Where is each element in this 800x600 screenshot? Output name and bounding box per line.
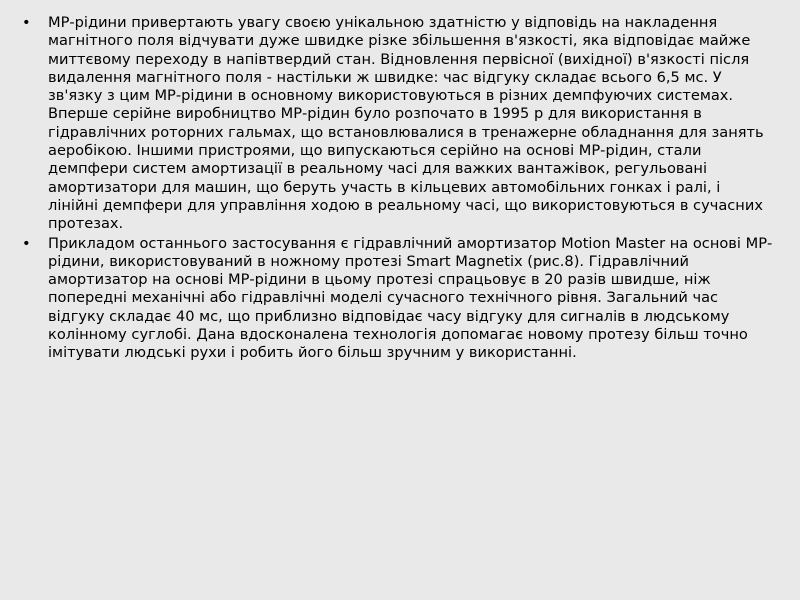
bullet-item-mr-fluids-intro bbox=[22, 14, 774, 234]
bullet-point-icon: • bbox=[22, 14, 31, 31]
bullet-list bbox=[22, 14, 774, 364]
bullet-item-motion-master-example bbox=[22, 235, 774, 363]
paragraph-text: МР-рідини привертають увагу своєю унікальною здатністю у відповідь на накладення магнітного поля відчувати дуже швидке різке збільшення в'язкості, яка відповідає майже миттєвому переходу в напівтвердий стан. Відновлення первісної (вихідної) в'язкості після видалення магнітного поля - настільки ж швидке: час відгуку складає всього 6,5 мс. У зв'язку з цим МР-рідини в основному використовуються в різних демпфуючих системах. Вперше серійне виробництво МР-рідин було розпочато в 1995 р для використання в гідравлічних роторних гальмах, що встановлювалися в тренажерне обладнання для занять аеробікою. Іншими пристроями, що випускаються серійно на основі МР-рідин, стали демпфери систем амортизації в реальному часі для важких вантажівок, регульовані амортизатори для машин, що беруть участь в кільцевих автомобільних гонках і ралі, і лінійні демпфери для управління ходою в реальному часі, що використовуються в сучасних протезах. bbox=[48, 14, 764, 233]
paragraph-text: Прикладом останнього застосування є гідравлічний амортизатор Motion Master на основі МР-рідини, використовуваний в ножному протезі Smart Magnetix (рис.8). Гідравлічний амортизатор на основі МР-рідини в цьому протезі спрацьовує в 20 разів швидше, ніж попередні механічні або гідравлічні моделі сучасного технічного рівня. Загальний час відгуку складає 40 мс, що приблизно відповідає часу відгуку для сигналів в людському колінному суглобі. Дана вдосконалена технологія допомагає новому протезу більш точно імітувати людські рухи і робить його більш зручним у використанні. bbox=[48, 234, 773, 362]
bullet-point-icon: • bbox=[22, 234, 31, 252]
